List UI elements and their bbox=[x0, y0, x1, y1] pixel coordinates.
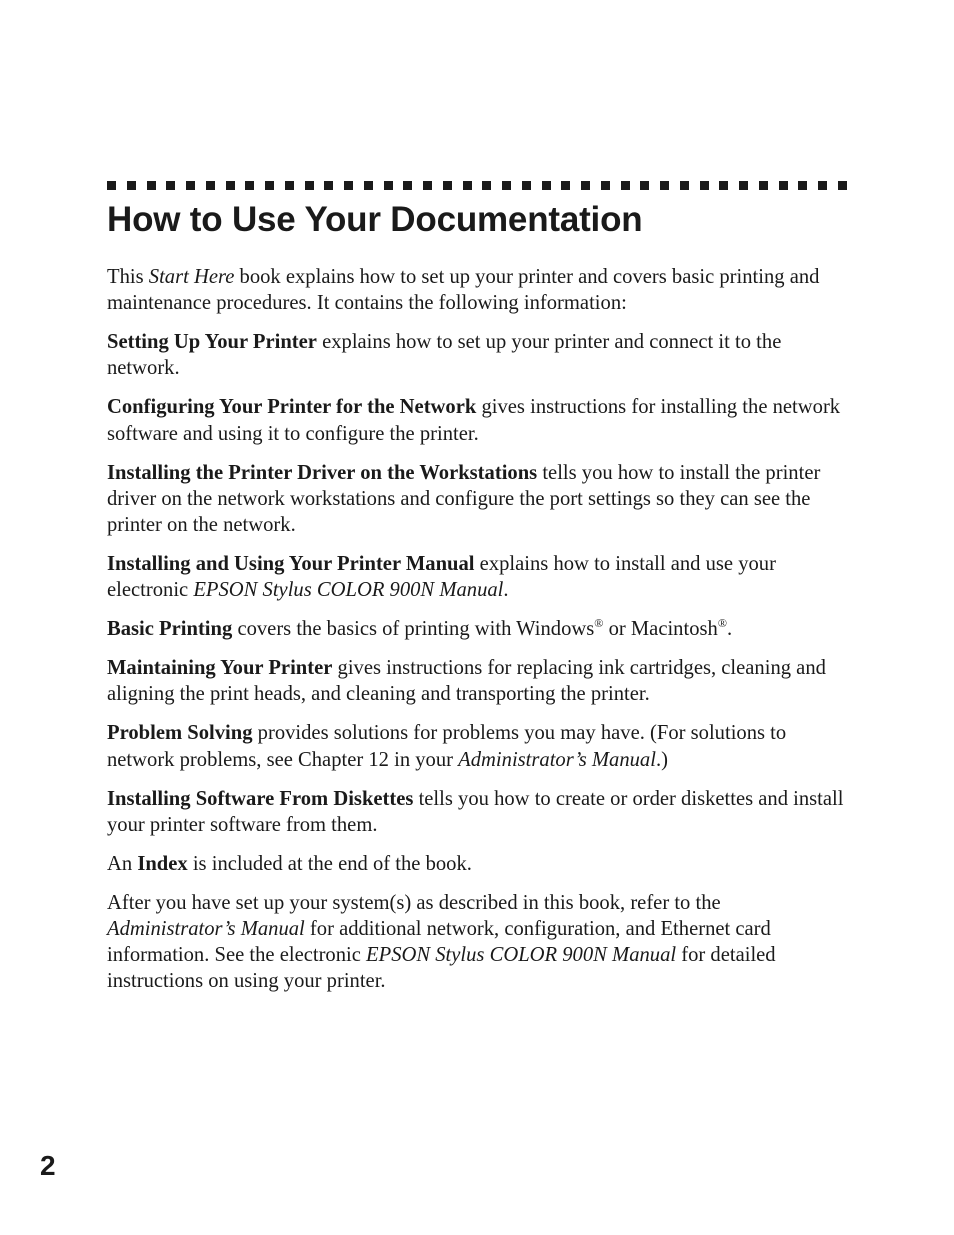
section-diskettes: Installing Software From Diskettes tells you how to create or order diskettes and install your printer software from them. bbox=[107, 787, 844, 836]
section-setting-up: Setting Up Your Printer explains how to set up your printer and connect it to the network. bbox=[107, 331, 782, 380]
body-text bbox=[107, 264, 852, 1007]
closing-paragraph: After you have set up your system(s) as described in this book, refer to the Administrator’s Manual for additional network, configuration, and Ethernet card information. See the electronic EPSON Stylus COLOR 900N Manual for detailed instructions on using your printer. bbox=[107, 891, 776, 993]
section-problem-solving: Problem Solving provides solutions for problems you may have. (For solutions to network problems, see Chapter 12 in your Administrator’s Manual.) bbox=[107, 722, 787, 771]
section-maintaining: Maintaining Your Printer gives instructions for replacing ink cartridges, cleaning and aligning the print heads, and cleaning and transporting the printer. bbox=[107, 657, 826, 706]
dotted-rule bbox=[107, 181, 847, 190]
section-printer-manual: Installing and Using Your Printer Manual explains how to install and use your electronic EPSON Stylus COLOR 900N Manual. bbox=[107, 553, 776, 602]
intro-paragraph: This Start Here book explains how to set up your printer and covers basic printing and maintenance procedures. It contains the following information: bbox=[107, 266, 820, 315]
page-number: 2 bbox=[40, 1150, 56, 1181]
section-basic-printing: Basic Printing covers the basics of printing with Windows® or Macintosh®. bbox=[107, 616, 733, 641]
index-paragraph: An Index is included at the end of the book. bbox=[107, 852, 472, 875]
page-title: How to Use Your Documentation bbox=[107, 200, 643, 239]
section-installing-driver: Installing the Printer Driver on the Workstations tells you how to install the printer driver on the network workstations and configure the port settings so they can see the printer on the network. bbox=[107, 461, 821, 537]
section-configuring: Configuring Your Printer for the Network gives instructions for installing the network software and using it to configure the printer. bbox=[107, 396, 841, 445]
